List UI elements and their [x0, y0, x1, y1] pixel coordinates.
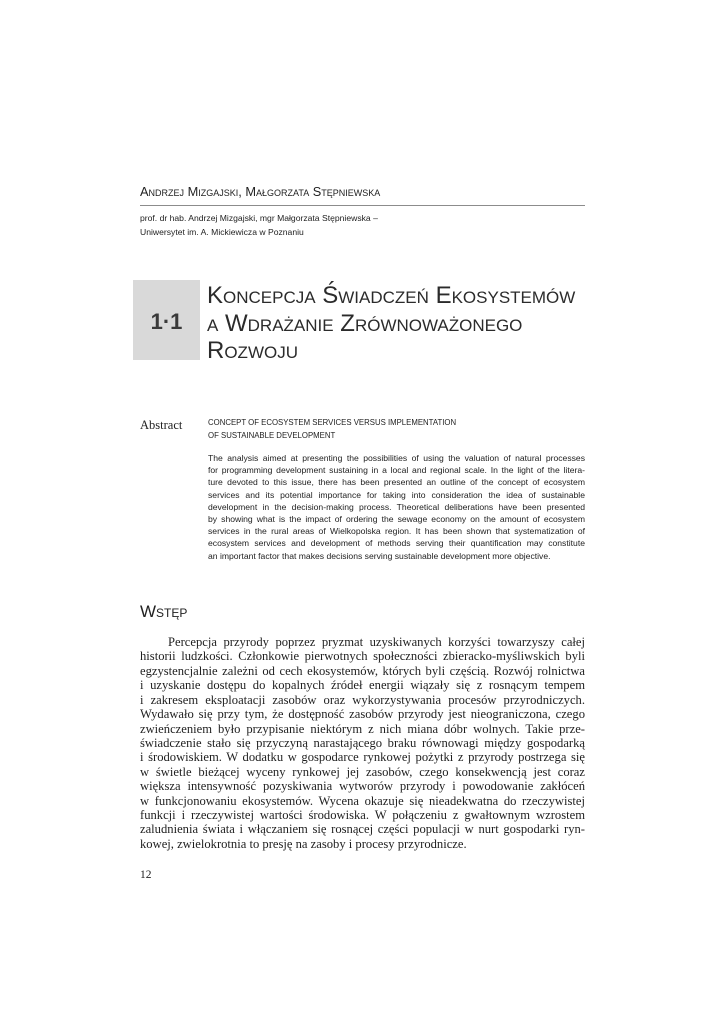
abstract-label: Abstract	[140, 418, 183, 432]
authors-line: Andrzej Mizgajski, Małgorzata Stępniewska	[140, 184, 381, 199]
affiliation	[140, 211, 378, 239]
paragraph-line: świadczenie stało się przyczyną narastającego braku równowagi między gospodarką	[140, 735, 585, 750]
abstract-body	[208, 452, 585, 562]
abstract-line: an important factor that makes decisions serving sustainable development more objective.	[208, 550, 551, 561]
abstract-line: for programming development sustaining in a local and regional scale. In the light of the litera-	[208, 465, 585, 476]
paragraph-line: egzystencjalnie zależni od cech ekosystemów, których byli częścią. Rozwój rolnictwa	[140, 663, 585, 678]
abstract-line: development in the decision-making process. Theoretical deliberations have been presented	[208, 501, 585, 512]
chapter-title-line: Koncepcja Świadczeń Ekosystemów	[207, 282, 576, 309]
abstract-title	[208, 416, 456, 442]
paragraph-line: funkcji i rzeczywistej wartości środowiska. W połączeniu z gwałtownym wzrostem	[140, 808, 585, 823]
paragraph-line: kowej, zwielokrotnia to presję na zasoby i procesy przyrodnicze.	[140, 836, 467, 851]
paragraph-line: zaludnienia świata i włączaniem się rosnącej części populacji w nurt gospodarki ryn-	[140, 822, 585, 837]
affiliation-line: prof. dr hab. Andrzej Mizgajski, mgr Małgorzata Stępniewska –	[140, 213, 378, 223]
paragraph-line: w funkcjonowaniu ekosystemów. Wycena okazuje się nieadekwatna do rzeczywistej	[140, 793, 585, 808]
paragraph-line: Percepcja przyrody poprzez pryzmat uzyskiwanych korzyści towarzyszy całej	[168, 635, 585, 649]
chapter-title-line: a Wdrażanie Zrównoważonego	[207, 309, 523, 337]
header-rule	[140, 205, 585, 206]
affiliation-line: Uniwersytet im. A. Mickiewicza w Poznaniu	[140, 227, 304, 237]
chapter-title-line: Rozwoju	[207, 337, 298, 364]
paragraph-line: i uzyskanie dostępu do kopalnych źródeł energii wiązały się z rosnącym tempem	[140, 678, 585, 693]
abstract-title-line: OF SUSTAINABLE DEVELOPMENT	[208, 431, 336, 440]
paragraph-line: i środowiskiem. W dodatku w gospodarce rynkowej pożytki z przyrody postrzega się	[140, 750, 585, 765]
abstract-title-line: CONCEPT OF ECOSYSTEM SERVICES VERSUS IMPLEMENTATION	[208, 418, 457, 427]
chapter-number: 1·1	[150, 308, 183, 334]
chapter-title	[207, 282, 575, 365]
abstract-line: ture devoted to this issue, there has been presented an outline of the concept of ecosystem	[208, 477, 585, 488]
abstract-line: The analysis aimed at presenting the possibilities of using the valuation of natural processes	[208, 453, 585, 463]
section-heading: Wstęp	[140, 602, 188, 621]
body-paragraph	[140, 635, 585, 851]
paragraph-line: i zakresem eksploatacji zasobów oraz wykorzystywania procesów przyrodniczych.	[140, 692, 585, 707]
page-number: 12	[140, 869, 152, 881]
paragraph-line: w świetle bieżącej wyceny rynkowej jej zasobów, czego konsekwencją jest coraz	[140, 764, 585, 779]
paragraph-line: historii ludzkości. Członkowie pierwotnych społeczności zbieracko-myśliwskich byli	[140, 649, 585, 664]
abstract-line: services in the rural areas of Wielkopolska region. It has been shown that systematization of	[208, 526, 585, 537]
abstract-line: services and its potential importance for taking into consideration the idea of sustainable	[208, 489, 585, 500]
abstract-line: by showing what is the impact of ordering the sewage economy on the amount of ecosystem	[208, 513, 585, 524]
paragraph-line: większa intensywność pozyskiwania wytworów przyrody i powodowanie zakłóceń	[140, 779, 585, 794]
chapter-number-box	[133, 280, 200, 360]
paragraph-line: zwieńczeniem było przypisanie niektórym z nich miana dóbr wolnych. Takie prze-	[140, 721, 585, 736]
paragraph-line: Wydawało się przy tym, że dostępność zasobów przyrody jest nieograniczona, czego	[140, 707, 585, 722]
abstract-line: ecosystem services and development of methods serving their quantification may constitute	[208, 538, 585, 549]
